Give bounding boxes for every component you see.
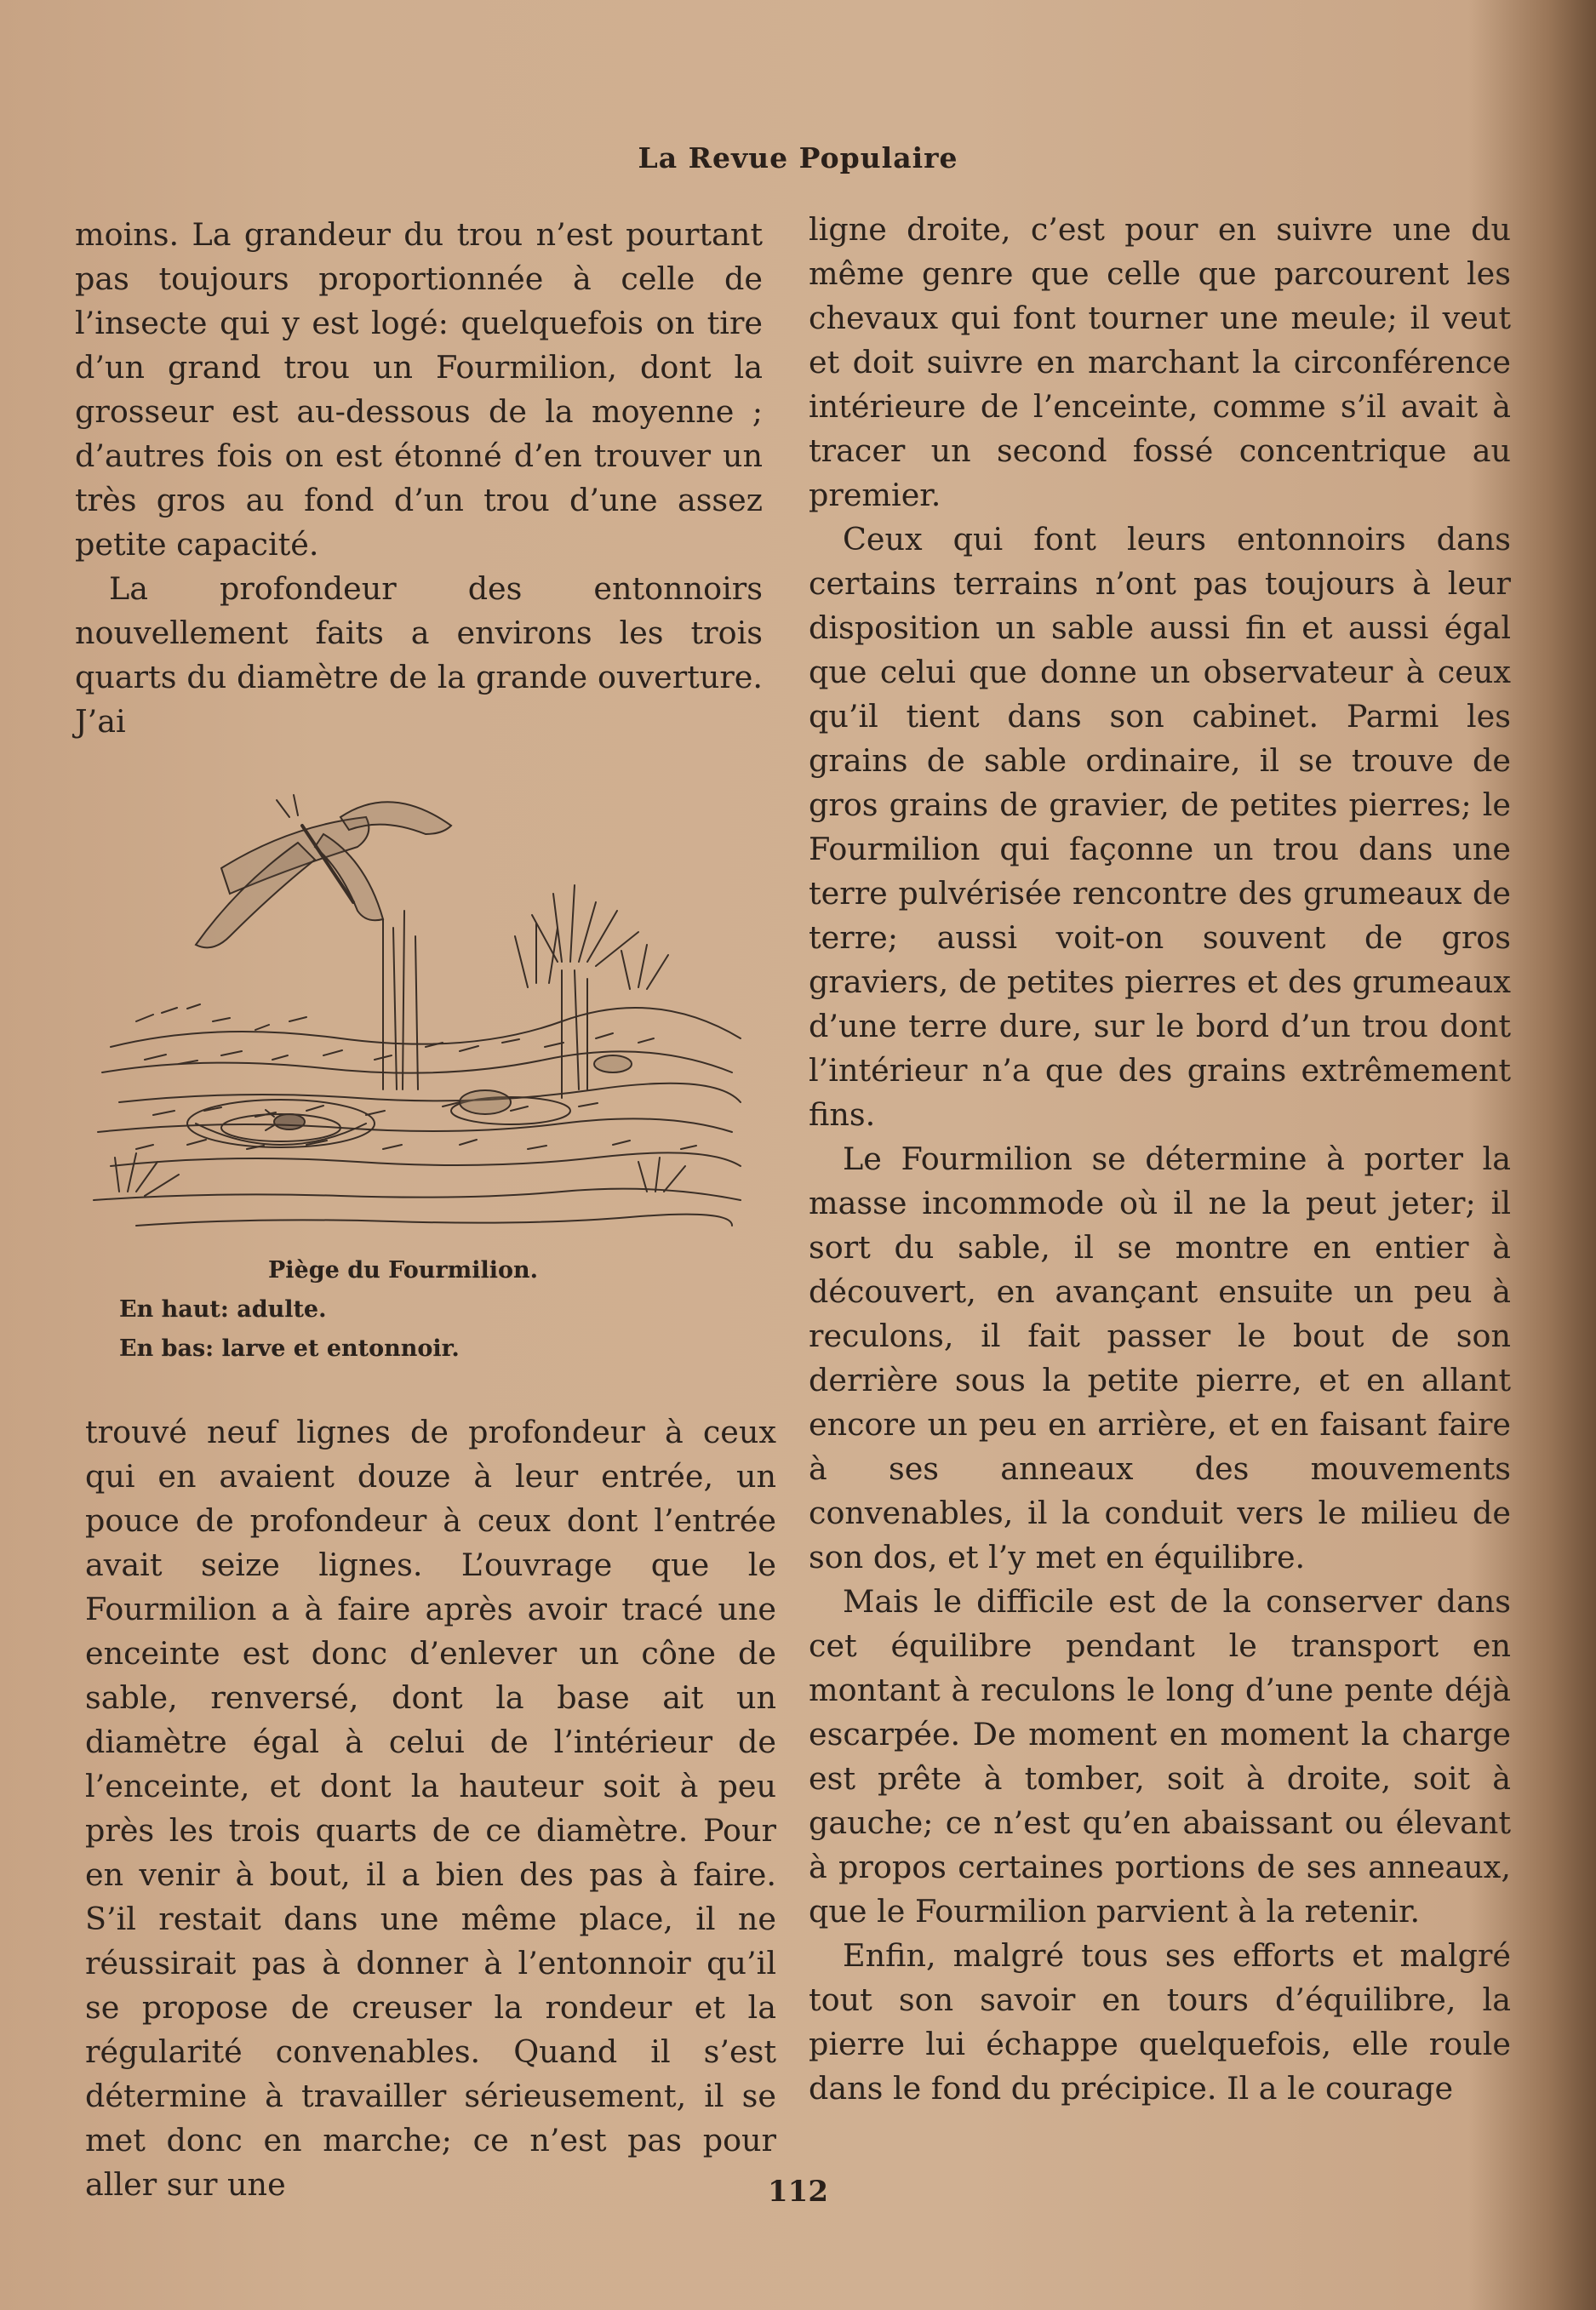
paragraph: ligne droite, c’est pour en suivre une du même genre que celle que parcourent les chevaux qui font tourner une meule; il veut et doit suivre en marchant la circonférence intérieure de l’enceinte, comme s’il avait à tracer un second fossé concentrique au premier. bbox=[809, 211, 1511, 513]
paragraph: Mais le difficile est de la conserver dans cet équilibre pendant le transport en montant à reculons le long d’une pente déjà escarpée. De moment en moment la charge est prête à tomber, soit à droite, soit à gauche; ce n’est qu’en abaissant ou élevant à propos certaines portions de ses anneaux, que le Fourmilion parvient à la retenir. bbox=[809, 1583, 1511, 1930]
paragraph: trouvé neuf lignes de profondeur à ceux qui en avaient douze à leur entrée, un pouce de profondeur à ceux dont l’entrée avait seize lignes. L’ouvrage que le Fourmilion a à faire après avoir tracé une enceinte est donc d’enlever un cône de sable, renversé, dont la base ait un diamètre égal à celui de l’intérieur de l’enceinte, et dont la hauteur soit à peu près les trois quarts de ce diamètre. Pour en venir à bout, il a bien des pas à faire. S’il restait dans une même place, il ne réussirait pas à donner à l’entonnoir qu’il se propose de creuser la rondeur et la régularité convenables. Quand il s’est détermine à travailler sérieusement, il se met donc en marche; ce n’est pas pour aller sur une bbox=[85, 1414, 776, 2203]
paragraph: Le Fourmilion se détermine à porter la masse incommode où il ne la peut jeter; il sort du sable, il se montre en entier à découvert, en avançant ensuite un peu à reculons, il fait passer le bout de son derrière sous la petite pierre, et en allant encore un peu en arrière, et en faisant faire à ses anneaux des mouvements convenables, il la conduit vers le milieu de son dos, et l’y met en équilibre. bbox=[809, 1141, 1511, 1575]
left-column-bottom bbox=[85, 1410, 776, 2207]
paragraph: Ceux qui font leurs entonnoirs dans certains terrains n’ont pas toujours à leur disposition un sable aussi fin et aussi égal que celui que donne un observateur à ceux qu’il tient dans son cabinet. Parmi les grains de sable ordinaire, il se trouve de gros grains de gravier, de petites pierres; le Fourmilion qui façonne un trou dans une terre pulvérisée rencontre des grumeaux de terre; aussi voit-on souvent de gros graviers, de petites pierres et des grumeaux d’une terre dure, sur le bord d’un trou dont l’intérieur n’a que des grains extrêmement fins. bbox=[809, 521, 1511, 1133]
page-number: 112 bbox=[768, 2175, 828, 2209]
paragraph: La profondeur des entonnoirs nouvellement faits a environs les trois quarts du diamètre de la grande ouverture. J’ai bbox=[75, 570, 763, 740]
paragraph: moins. La grandeur du trou n’est pourtant pas toujours proportionnée à celle de l’insecte qui y est logé: quelquefois on tire d’un grand trou un Fourmilion, dont la grosseur est au-dessous de la moyenne ; d’autres fois on est étonné d’en trouver un très gros au fond d’un trou d’une assez petite capacité. bbox=[75, 216, 763, 563]
caption-line: En haut: adulte. bbox=[119, 1296, 327, 1323]
caption-line: En bas: larve et entonnoir. bbox=[119, 1335, 460, 1362]
engraving-image bbox=[85, 766, 749, 1243]
left-column-top bbox=[75, 213, 763, 744]
paragraph: Enfin, malgré tous ses efforts et malgré tout son savoir en tours d’équilibre, la pierre lui échappe quelquefois, elle roule dans le fond du précipice. Il a le courage bbox=[809, 1937, 1511, 2107]
figure-caption bbox=[119, 1251, 715, 1369]
antlion-illustration bbox=[85, 766, 749, 1243]
caption-title: Piège du Fourmilion. bbox=[268, 1257, 539, 1284]
running-title: La Revue Populaire bbox=[638, 141, 958, 174]
right-column bbox=[809, 208, 1511, 2111]
